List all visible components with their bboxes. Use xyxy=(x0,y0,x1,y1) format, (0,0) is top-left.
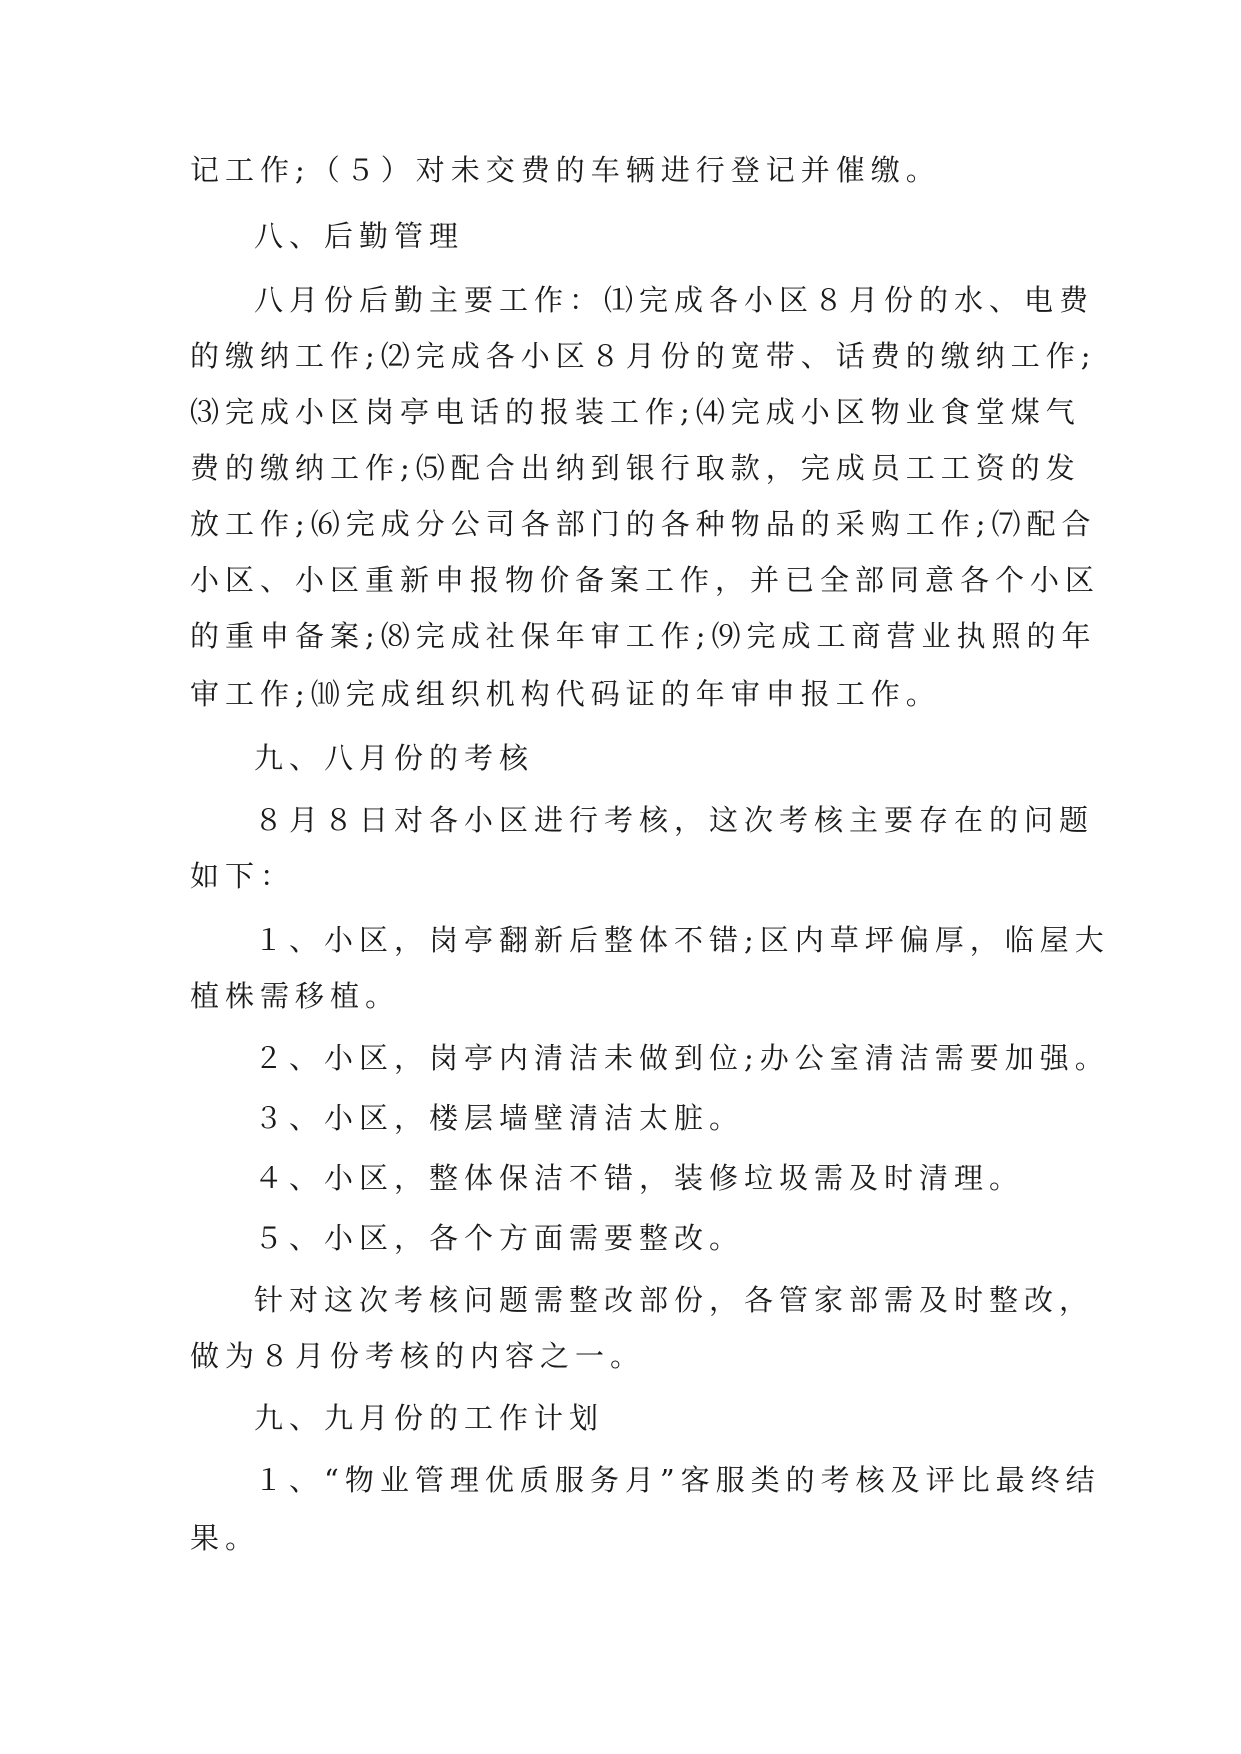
list-item-plan-1: １、“物业管理优质服务月”客服类的考核及评比最终结 xyxy=(254,1463,1101,1497)
body-text-line: 如下： xyxy=(190,859,296,893)
body-text-line: 费的缴纳工作;⑸配合出纳到银行取款，完成员工工资的发 xyxy=(190,451,1081,485)
body-text-line: 记工作;（５）对未交费的车辆进行登记并催缴。 xyxy=(190,153,941,187)
body-text-line: 审工作;⑽完成组织机构代码证的年审申报工作。 xyxy=(190,677,941,711)
list-item-1: １、小区，岗亭翻新后整体不错;区内草坪偏厚，临屋大 xyxy=(254,923,1110,957)
section-heading-september-plan: 九、九月份的工作计划 xyxy=(254,1401,605,1435)
body-text-line: 针对这次考核问题需整改部份，各管家部需及时整改， xyxy=(254,1283,1095,1317)
list-item-2: ２、小区，岗亭内清洁未做到位;办公室清洁需要加强。 xyxy=(254,1041,1110,1075)
list-item-5: ５、小区，各个方面需要整改。 xyxy=(254,1221,745,1255)
list-item-4: ４、小区，整体保洁不错，装修垃圾需及时清理。 xyxy=(254,1161,1025,1195)
section-heading-august-assessment: 九、八月份的考核 xyxy=(254,741,535,775)
body-text-line: 的缴纳工作;⑵完成各小区８月份的宽带、话费的缴纳工作; xyxy=(190,339,1097,373)
list-item-1-continued: 植株需移植。 xyxy=(190,979,401,1013)
body-text-line: ８月８日对各小区进行考核，这次考核主要存在的问题 xyxy=(254,803,1095,837)
body-text-line: 小区、小区重新申报物价备案工作，并已全部同意各个小区 xyxy=(190,563,1101,597)
list-item-3: ３、小区，楼层墙壁清洁太脏。 xyxy=(254,1101,745,1135)
body-text-line: 八月份后勤主要工作：⑴完成各小区８月份的水、电费 xyxy=(254,283,1095,317)
list-item-plan-1-continued: 果。 xyxy=(190,1521,261,1555)
body-text-line: 的重申备案;⑻完成社保年审工作;⑼完成工商营业执照的年 xyxy=(190,619,1097,653)
body-text-line: 做为８月份考核的内容之一。 xyxy=(190,1339,646,1373)
section-heading-logistics: 八、后勤管理 xyxy=(254,219,465,253)
body-text-line: ⑶完成小区岗亭电话的报装工作;⑷完成小区物业食堂煤气 xyxy=(190,395,1081,429)
body-text-line: 放工作;⑹完成分公司各部门的各种物品的采购工作;⑺配合 xyxy=(190,507,1097,541)
